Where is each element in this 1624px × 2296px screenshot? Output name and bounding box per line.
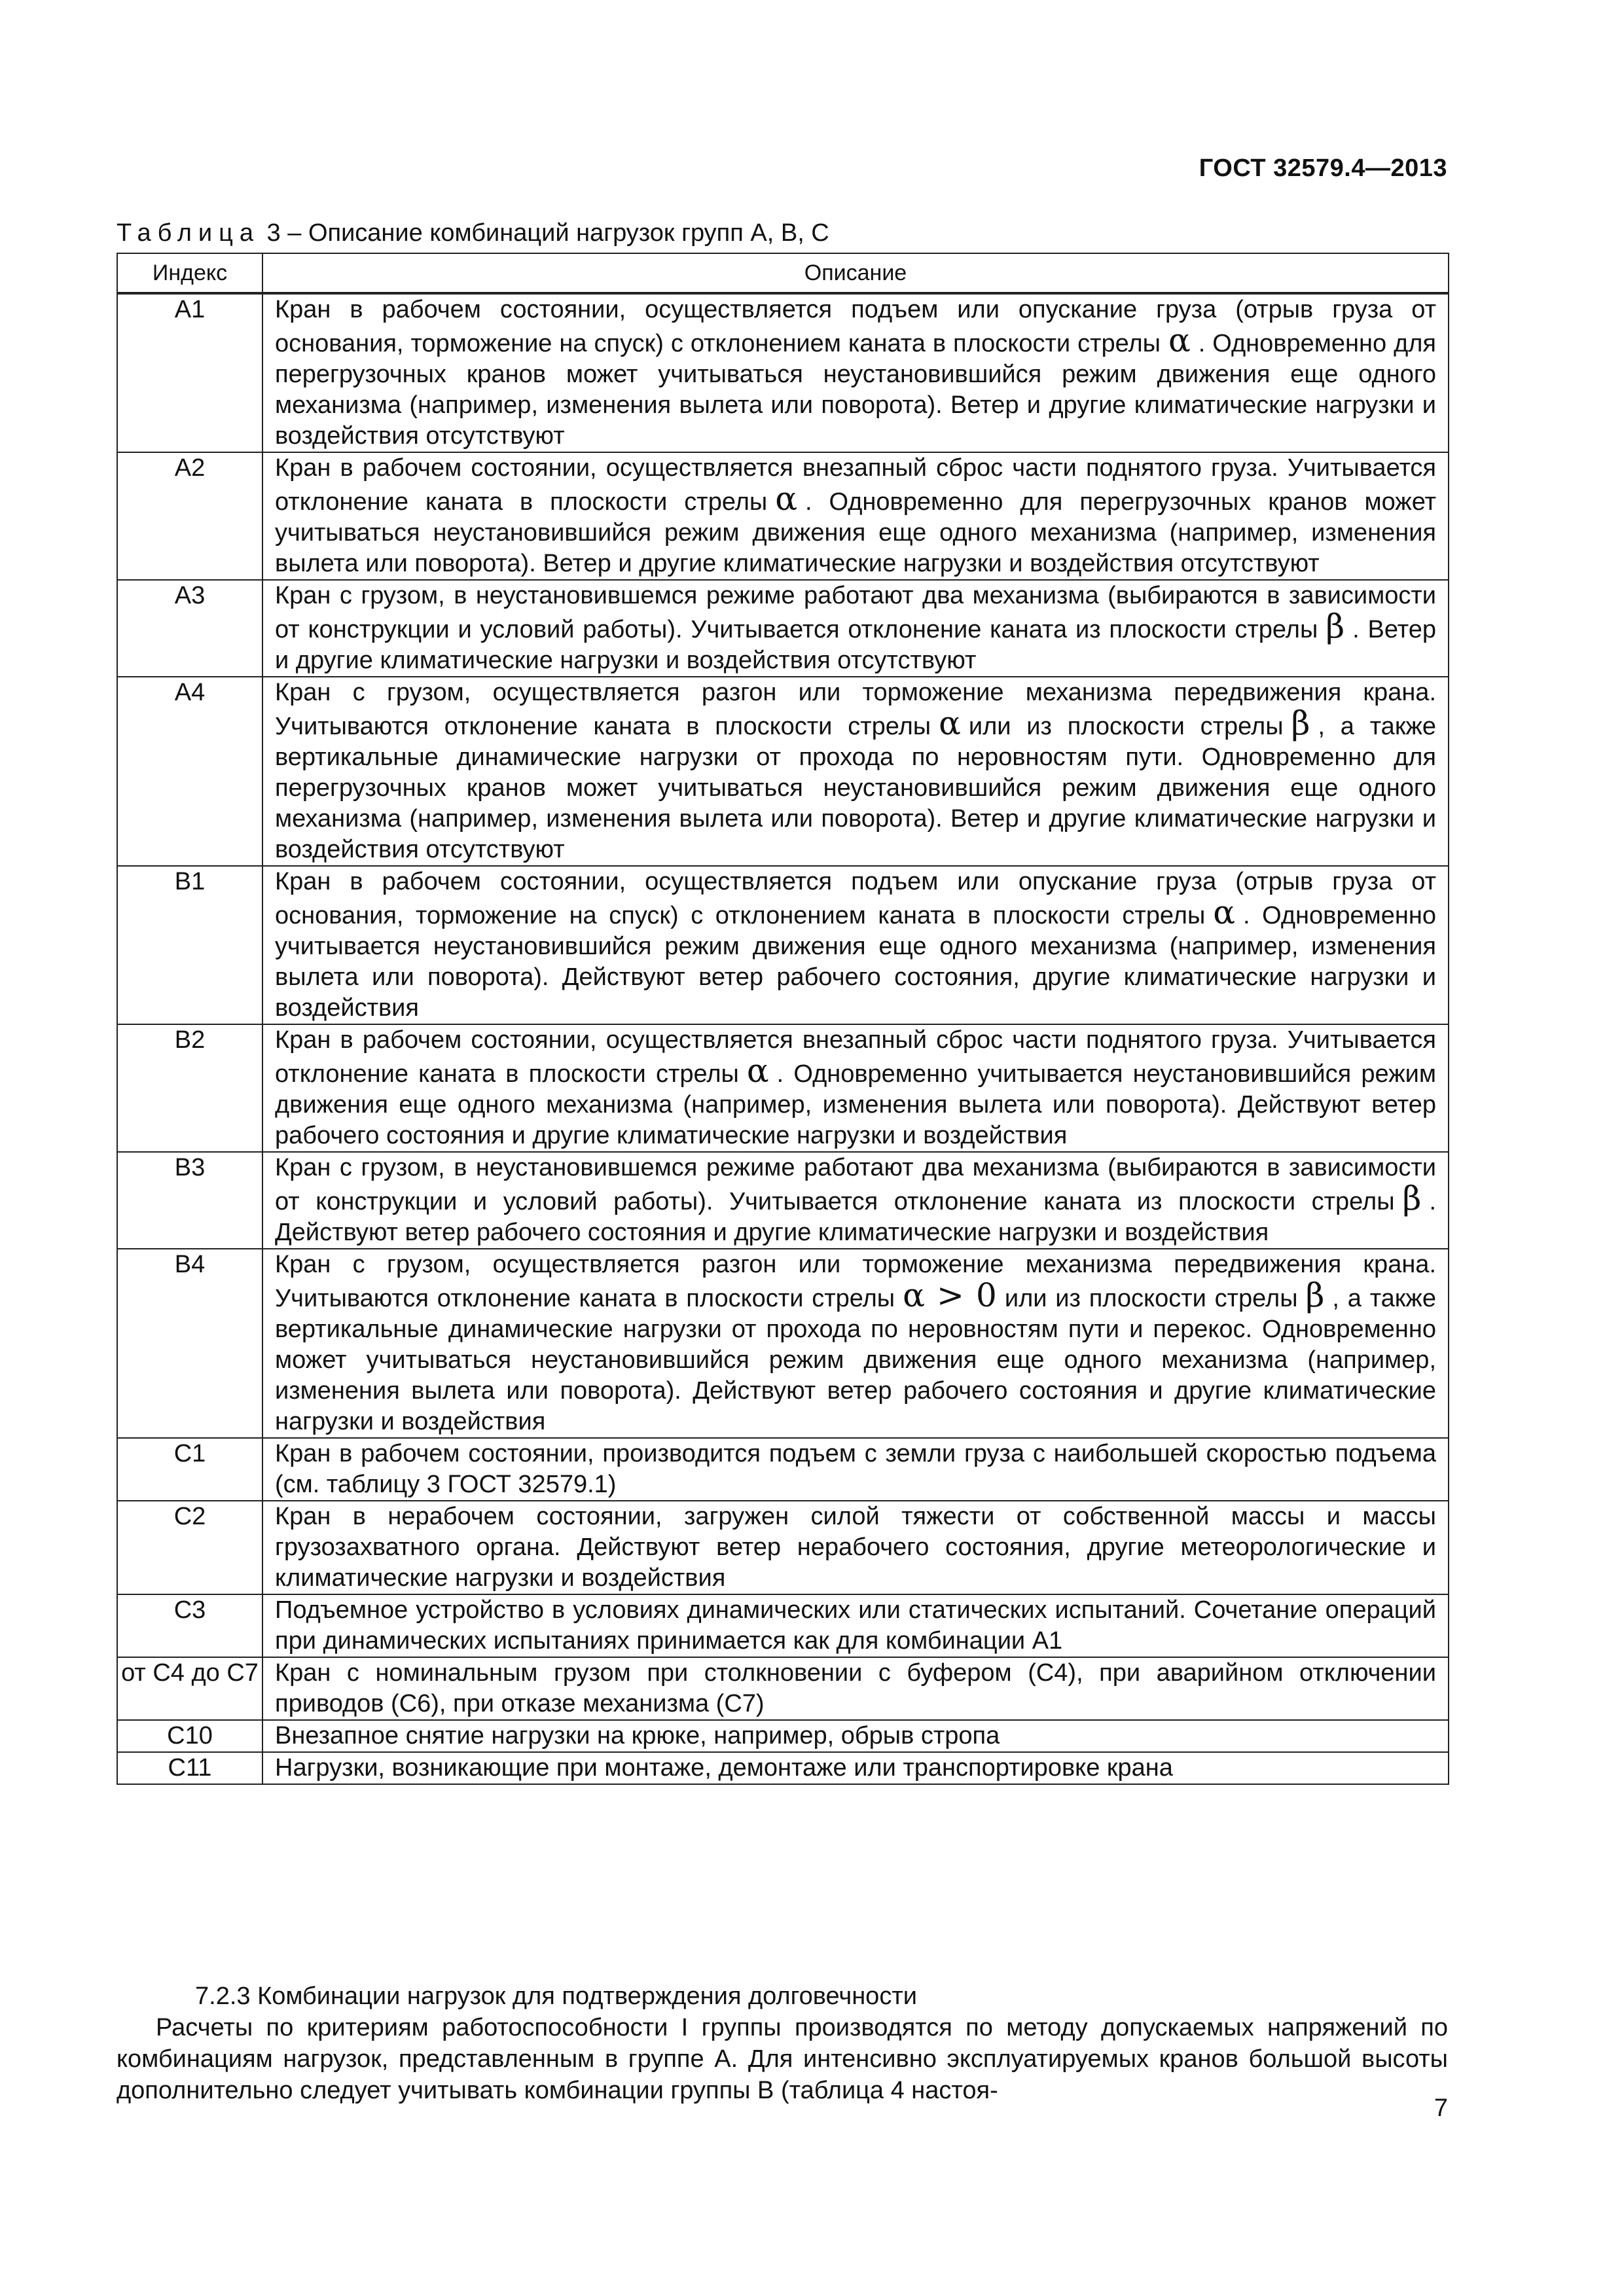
- row-index: A3: [117, 580, 262, 677]
- description-text: . Одновременно учитывается неустановившийся режим движения еще одного механизма (например, изменения вылета или поворота). Действуют ветер рабочего состояния и другие климатические нагрузки и воздействия: [275, 1060, 1436, 1149]
- table-row: [117, 580, 1449, 677]
- description-text: Кран с грузом, в неустановившемся режиме работают два механизма (выбираются в зависимости от конструкции и условий работы). Учитывается отклонение каната из плоскости стрелы: [275, 582, 1436, 643]
- alpha-greater-than-zero-symbol: α > 0: [903, 1276, 997, 1314]
- alpha-symbol: α: [775, 480, 797, 518]
- row-index: A1: [117, 293, 262, 452]
- alpha-symbol: α: [746, 1052, 769, 1090]
- row-description: Внезапное снятие нагрузки на крюке, например, обрыв стропа: [262, 1720, 1449, 1752]
- page-number: 7: [1434, 2094, 1448, 2122]
- row-description: Кран в нерабочем состоянии, загружен силой тяжести от собственной массы и массы грузозахватного органа. Действуют ветер нерабочего состояния, другие метеорологические и климатические нагрузки и воздействия: [262, 1501, 1449, 1594]
- description-text: Кран в рабочем состоянии, осуществляется внезапный сброс части поднятого груза. Учитывается отклонение каната в плоскости стрелы: [275, 454, 1436, 516]
- row-description: [262, 866, 1449, 1024]
- description-text: . Ветер и другие климатические нагрузки и воздействия отсутствуют: [275, 616, 1437, 674]
- row-index: B2: [117, 1024, 262, 1152]
- description-text: . Одновременно учитывается неустановившийся режим движения еще одного механизма (например, изменения вылета или поворота). Действуют ветер рабочего состояния, другие климатические нагрузки и воздействия: [275, 902, 1436, 1022]
- row-index: B1: [117, 866, 262, 1024]
- row-index: от C4 до C7: [117, 1657, 262, 1720]
- row-description: [262, 452, 1449, 580]
- column-header-description: Описание: [262, 253, 1449, 293]
- description-text: . Действуют ветер рабочего состояния и другие климатические нагрузки и воздействия: [275, 1188, 1436, 1246]
- table-row: [117, 1752, 1449, 1784]
- description-text: Кран в рабочем состоянии, осуществляется подъем или опускание груза (отрыв груза от основания, торможение на спуск) с отклонением каната в плоскости стрелы: [275, 296, 1436, 357]
- table-row: [117, 1152, 1449, 1249]
- row-description: [262, 1152, 1449, 1249]
- row-index: A4: [117, 677, 262, 866]
- row-description: [262, 1024, 1449, 1152]
- table-row: [117, 1720, 1449, 1752]
- description-text: Кран в рабочем состоянии, осуществляется внезапный сброс части поднятого груза. Учитывается отклонение каната в плоскости стрелы: [275, 1026, 1436, 1088]
- alpha-symbol: α: [1168, 321, 1191, 359]
- description-text: , а также вертикальные динамические нагрузки от прохода по неровностям пути и перекос. Одновременно может учитываться неустановившийся режим движения еще одного механизма (например, изменения вылета или поворота). Действуют ветер рабочего состояния и другие климатические нагрузки и воздействия: [275, 1285, 1436, 1435]
- table-row: [117, 293, 1449, 452]
- description-text: Кран с грузом, осуществляется разгон или торможение механизма передвижения крана. Учитываются отклонение каната в плоскости стрелы: [275, 679, 1436, 740]
- row-index: C10: [117, 1720, 262, 1752]
- row-index: C11: [117, 1752, 262, 1784]
- description-text: или из плоскости стрелы: [1004, 1285, 1298, 1312]
- table-row: [117, 1438, 1449, 1501]
- description-text: Кран в рабочем состоянии, осуществляется подъем или опускание груза (отрыв груза от основания, торможение на спуск) с отклонением каната в плоскости стрелы: [275, 868, 1436, 929]
- description-text: Кран с грузом, в неустановившемся режиме работают два механизма (выбираются в зависимости от конструкции и условий работы). Учитывается отклонение каната из плоскости стрелы: [275, 1154, 1436, 1215]
- row-description: [262, 293, 1449, 452]
- row-description: [262, 677, 1449, 866]
- table-caption-label: Таблица: [117, 219, 260, 247]
- table-header-row: [117, 253, 1449, 293]
- document-id: ГОСТ 32579.4—2013: [1199, 154, 1447, 182]
- description-text: или из плоскости стрелы: [968, 713, 1284, 740]
- row-index: C1: [117, 1438, 262, 1501]
- row-description: Нагрузки, возникающие при монтаже, демонтаже или транспортировке крана: [262, 1752, 1449, 1784]
- section-heading: 7.2.3 Комбинации нагрузок для подтверждения долговечности: [195, 1982, 917, 2010]
- row-index: C3: [117, 1594, 262, 1657]
- table-row: [117, 866, 1449, 1024]
- table-row: [117, 1501, 1449, 1594]
- row-index: B4: [117, 1249, 262, 1438]
- table-row: [117, 452, 1449, 580]
- table-row: [117, 1594, 1449, 1657]
- table-row: [117, 1657, 1449, 1720]
- beta-symbol: β: [1326, 607, 1345, 645]
- description-text: , а также вертикальные динамические нагрузки от прохода по неровностям пути. Одновременно для перегрузочных кранов может учитываться неустановившийся режим движения еще одного механизма (например, изменения вылета или поворота). Ветер и другие климатические нагрузки и воздействия отсутствуют: [275, 713, 1436, 863]
- alpha-symbol: α: [939, 704, 961, 742]
- row-index: B3: [117, 1152, 262, 1249]
- row-description: Подъемное устройство в условиях динамических или статических испытаний. Сочетание операций при динамических испытаниях принимается как для комбинации A1: [262, 1594, 1449, 1657]
- column-header-index: Индекс: [117, 253, 262, 293]
- table-caption: [117, 219, 829, 247]
- row-description: [262, 580, 1449, 677]
- load-combinations-table: [117, 253, 1449, 1785]
- beta-symbol: β: [1291, 704, 1310, 742]
- beta-symbol: β: [1402, 1179, 1422, 1217]
- body-paragraph: Расчеты по критериям работоспособности I группы производятся по методу допускаемых напряжений по комбинациям нагрузок, представленным в группе А. Для интенсивно эксплуатируемых кранов большой высоты дополнительно следует учитывать комбинации группы В (таблица 4 настоя-: [117, 2014, 1448, 2104]
- table-row: [117, 677, 1449, 866]
- row-description: [262, 1249, 1449, 1438]
- table-row: [117, 1249, 1449, 1438]
- table-row: [117, 1024, 1449, 1152]
- description-text: . Одновременно для перегрузочных кранов может учитываться неустановившийся режим движения еще одного механизма (например, изменения вылета или поворота). Ветер и другие климатические нагрузки и воздействия отсутствуют: [275, 330, 1436, 450]
- beta-symbol: β: [1305, 1276, 1325, 1314]
- table-caption-text: 3 – Описание комбинаций нагрузок групп A, B, C: [260, 219, 829, 247]
- row-description: Кран в рабочем состоянии, производится подъем с земли груза с наибольшей скоростью подъема (см. таблицу 3 ГОСТ 32579.1): [262, 1438, 1449, 1501]
- alpha-symbol: α: [1213, 893, 1236, 931]
- row-description: Кран с номинальным грузом при столкновении с буфером (C4), при аварийном отключении приводов (C6), при отказе механизма (C7): [262, 1657, 1449, 1720]
- description-text: . Одновременно для перегрузочных кранов может учитываться неустановившийся режим движения еще одного механизма (например, изменения вылета или поворота). Ветер и другие климатические нагрузки и воздействия отсутствуют: [275, 488, 1436, 577]
- row-index: A2: [117, 452, 262, 580]
- description-text: Кран с грузом, осуществляется разгон или торможение механизма передвижения крана. Учитываются отклонение каната в плоскости стрелы: [275, 1251, 1436, 1312]
- row-index: C2: [117, 1501, 262, 1594]
